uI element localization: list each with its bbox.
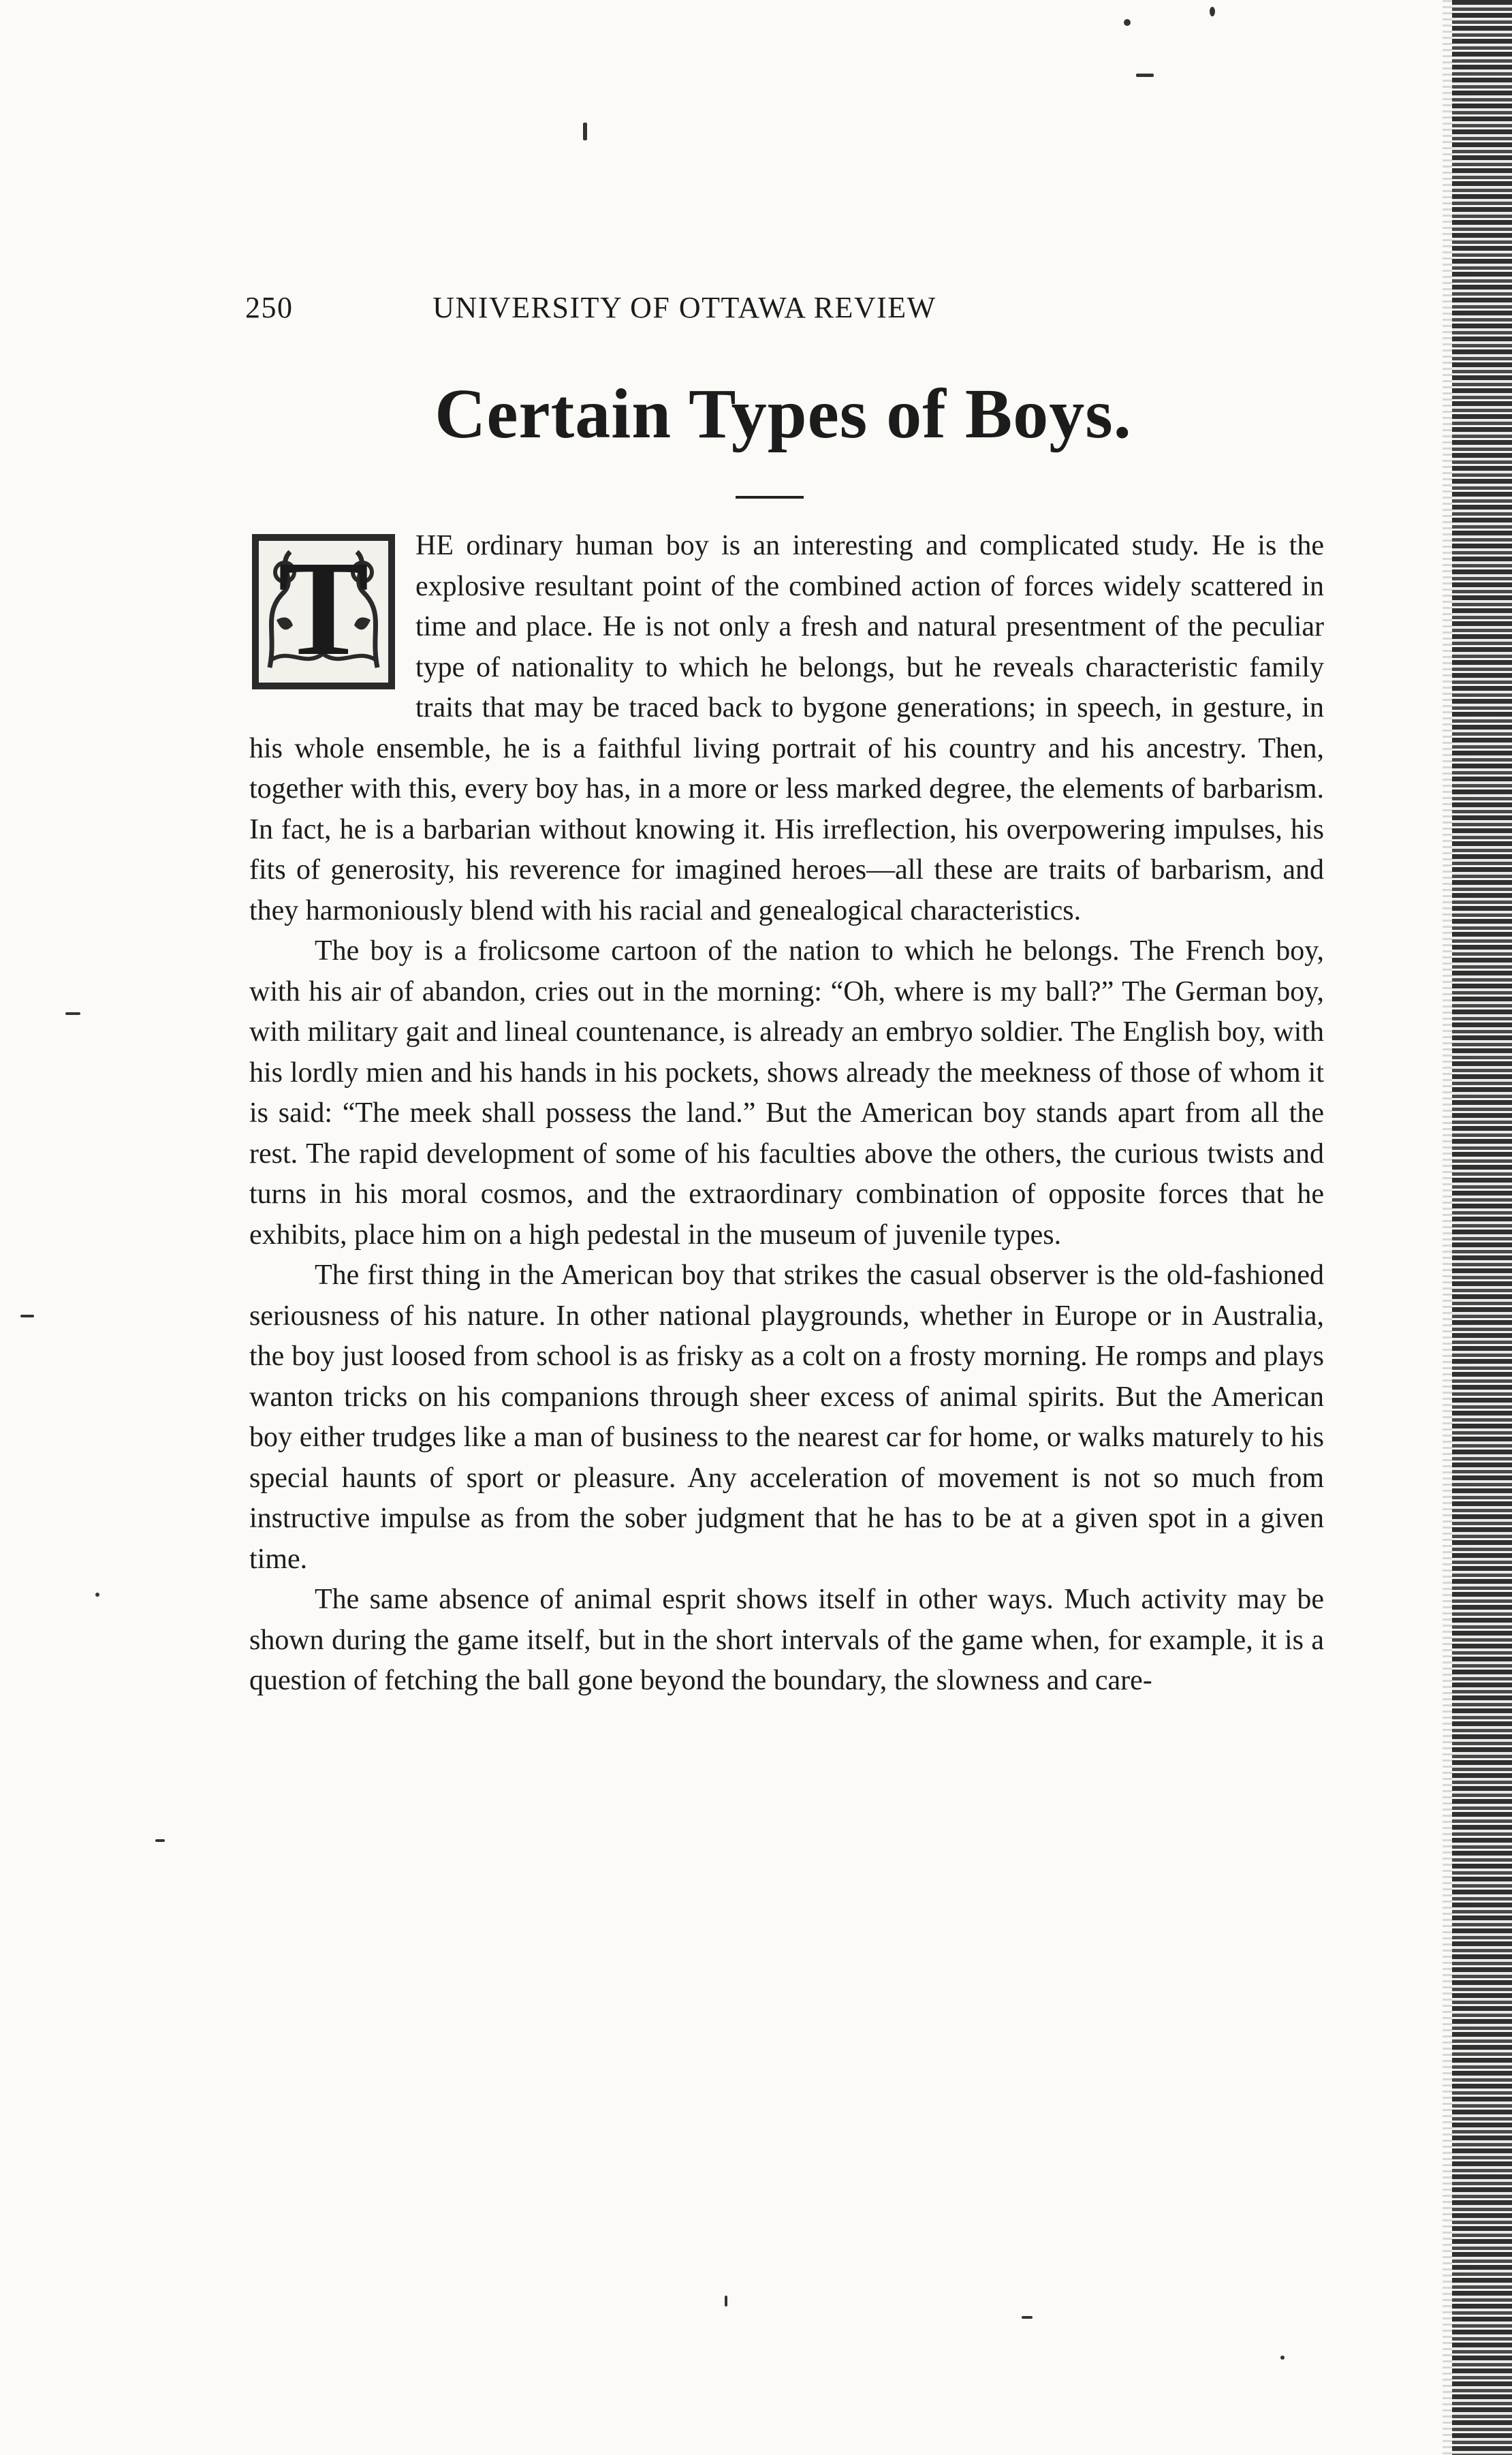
page-binding-edge [1452,0,1512,2455]
print-speck [1136,74,1154,77]
drop-cap-ornament [249,531,398,692]
paragraph: The boy is a frolicsome cartoon of the nation to which he belongs. The French boy, with his air of abandon, cries out in the morning: “Oh, where is my ball?” The German boy, with military gait and lineal countenance, is already an embryo soldier. The English boy, with his lordly mien and his hands in his pockets, shows already the meekness of those of whom it is said: “The meek shall possess the land.” But the American boy stands apart from all the rest. The rapid development of some of his faculties above the others, the curious twists and turns in his moral cosmos, and the extraordinary combination of opposite forces that he exhibits, place him on a high pedestal in the museum of juvenile types. [249,935,1324,1251]
print-speck [1022,2316,1033,2319]
print-speck [95,1593,99,1597]
page-number: 250 [245,291,294,324]
paragraph: The first thing in the American boy that strikes the casual observer is the old-fashioned seriousness of his nature. In other national playgrounds, whether in Europe or in Australia, the boy just loosed from school is as frisky as a colt on a frosty morning. He romps and plays wanton tricks on his companions through sheer excess of animal spirits. But the American boy either trudges like a man of business to the nearest car for home, or walks maturely to his special haunts of sport or pleasure. Any acceleration of movement is not so much from instructive impulse as from the sober judgment that he has to be at a given spot in a given time. [249,1260,1324,1575]
print-speck [725,2296,727,2307]
article-body [249,526,1324,2045]
paragraph: The same absence of animal esprit shows itself in other ways. Much activity may be shown during the game itself, but in the short intervals of the game when, for example, it is a question of fetching the ball gone beyond the boundary, the slowness and care- [249,1584,1324,1696]
paragraph-text: HE ordinary human boy is an interesting and complicated study. He is the explosive resultant point of the combined action of forces widely scattered in time and place. He is not only a fresh and natural presentment of the peculiar type of nationality to which he belongs, but he reveals characteristic family traits that may be traced back to bygone generations; in speech, in gesture, in his whole ensemble, he is a faithful living portrait of his country and his ancestry. Then, together with this, every boy has, in a more or less marked degree, the elements of barbarism. In fact, he is a barbarian without knowing it. His irreflection, his overpowering impulses, his fits of generosity, his reverence for imagined heroes—all these are traits of barbarism, and they harmoniously blend with his racial and genealogical characteristics. [249,530,1324,926]
paragraph [249,526,1324,931]
print-speck [20,1315,34,1317]
print-speck [1210,7,1215,16]
print-speck [583,123,587,140]
running-head [245,283,1124,331]
print-speck [1280,2356,1285,2360]
print-speck [1124,19,1131,26]
title-divider [736,496,804,499]
print-speck [65,1012,80,1015]
drop-cap-letter: T [278,533,369,684]
article-title: Certain Types of Boys. [435,375,1132,453]
print-speck [155,1839,165,1842]
journal-title: UNIVERSITY OF OTTAWA REVIEW [432,291,936,324]
